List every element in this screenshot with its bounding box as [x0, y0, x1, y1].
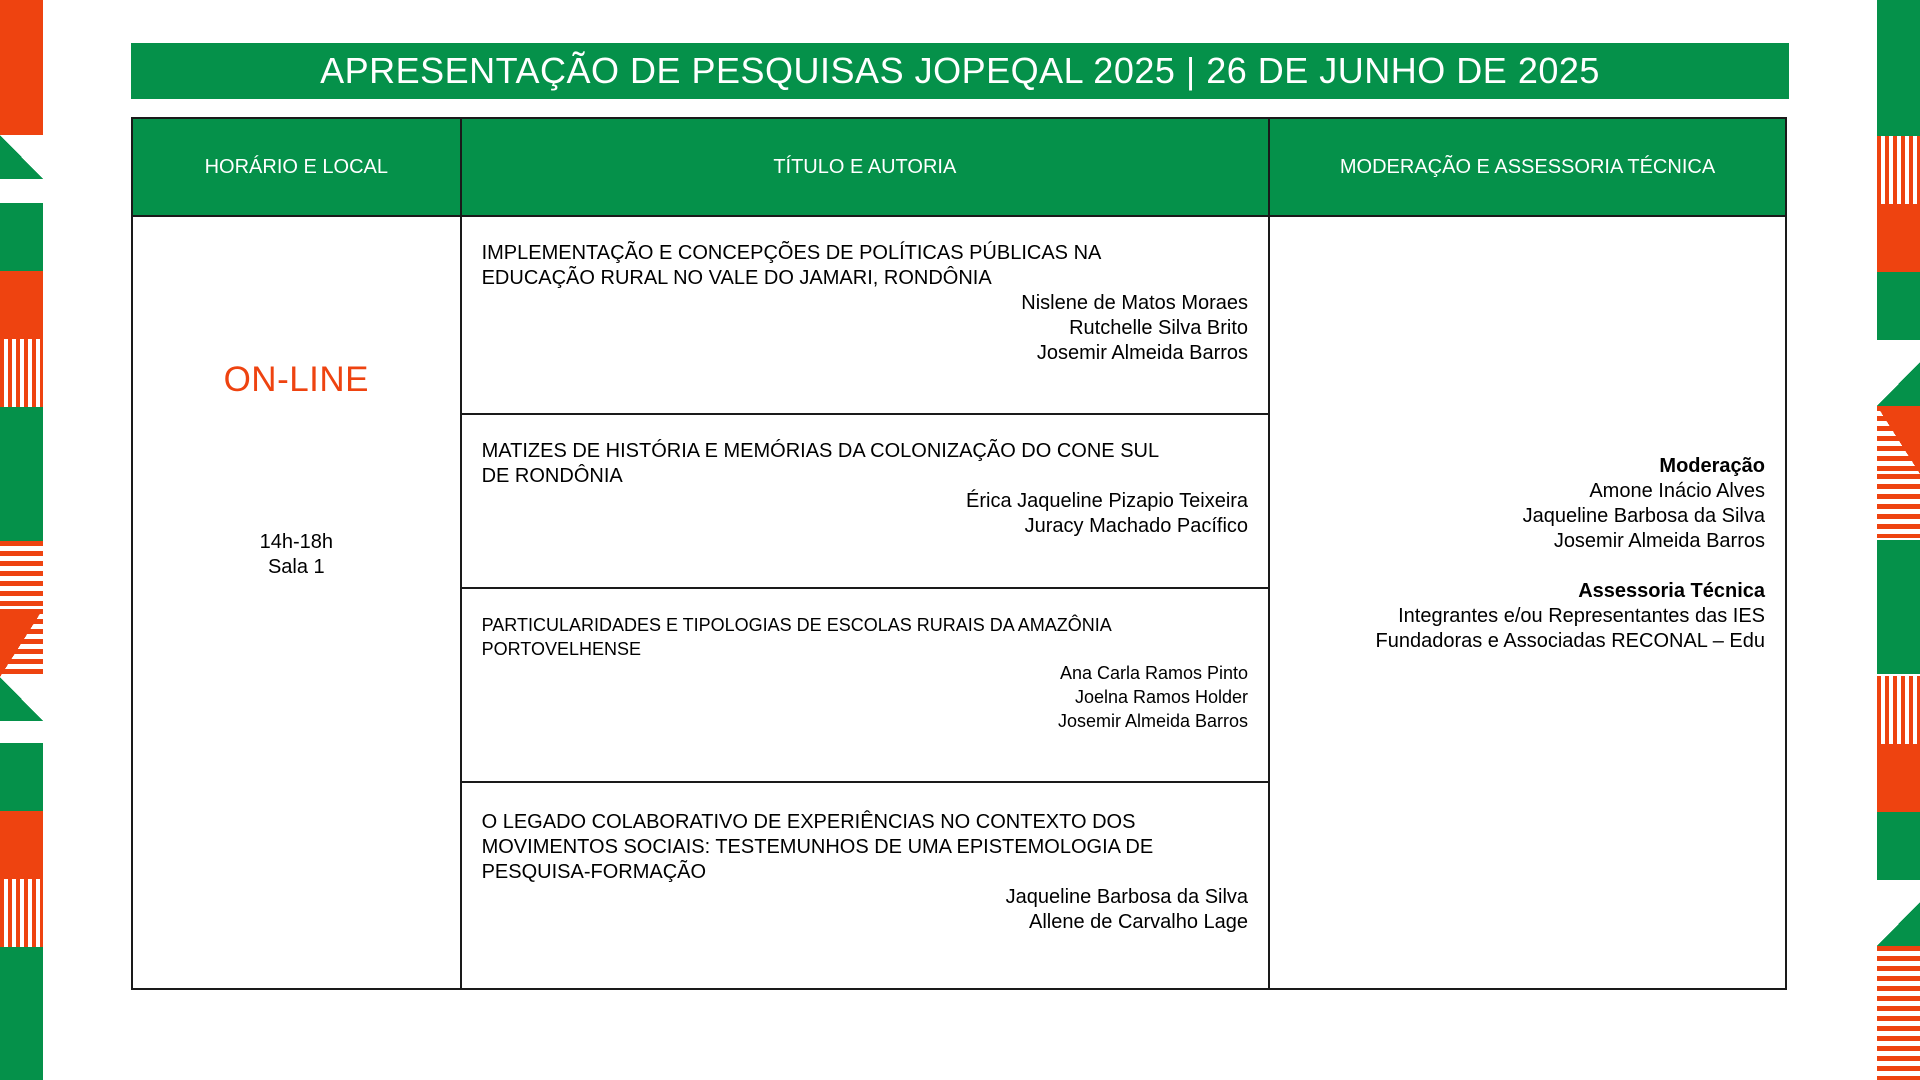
table-row [132, 216, 1786, 414]
session-mode: ON-LINE [223, 360, 370, 399]
technical-line: Fundadoras e Associadas RECONAL – Edu [1375, 630, 1765, 652]
header-title-authors: TÍTULO E AUTORIA [461, 118, 1269, 216]
work-cell-4 [461, 782, 1269, 989]
decor-tile [0, 609, 43, 677]
decor-tile [1877, 676, 1920, 744]
decor-tile [1877, 540, 1920, 674]
decor-tile [1877, 68, 1920, 136]
moderator-name: Josemir Almeida Barros [1553, 530, 1765, 552]
decor-tile [1877, 0, 1920, 68]
session-room: Sala 1 [267, 556, 325, 578]
work-title-line: EDUCAÇÃO RURAL NO VALE DO JAMARI, RONDÔNIA [481, 267, 992, 289]
schedule-table [131, 117, 1787, 990]
author-name: Érica Jaqueline Pizapio Teixeira [966, 490, 1249, 512]
decor-tile [0, 339, 43, 407]
moderation-heading: Moderação [1659, 455, 1765, 477]
technical-line: Integrantes e/ou Representantes das IES [1398, 605, 1765, 627]
work-title-line: O LEGADO COLABORATIVO DE EXPERIÊNCIAS NO CONTEXTO DOS [481, 811, 1136, 833]
work-cell-1 [461, 216, 1269, 414]
decor-tile [1877, 474, 1920, 538]
work-title-line: MATIZES DE HISTÓRIA E MEMÓRIAS DA COLONIZAÇÃO DO CONE SUL [481, 440, 1160, 462]
decor-tile [0, 0, 43, 135]
decor-tile [0, 135, 43, 179]
decor-tile [0, 811, 43, 879]
time-location-cell [132, 216, 461, 989]
page-title-banner [131, 43, 1789, 99]
author-name: Nislene de Matos Moraes [1021, 292, 1249, 314]
work-title-line: DE RONDÔNIA [481, 465, 623, 487]
work-authors [482, 489, 1248, 539]
decor-tile [0, 203, 43, 271]
decor-tile [0, 947, 43, 1080]
work-title-line: PORTOVELHENSE [481, 639, 641, 659]
table-header-row [132, 118, 1786, 216]
author-name: Allene de Carvalho Lage [1029, 911, 1249, 933]
decor-tile [1877, 272, 1920, 340]
author-name: Juracy Machado Pacífico [1024, 515, 1249, 537]
author-name: Jaqueline Barbosa da Silva [1005, 886, 1249, 908]
decor-tile [0, 743, 43, 811]
decor-tile [1877, 204, 1920, 272]
header-moderation: MODERAÇÃO E ASSESSORIA TÉCNICA [1269, 118, 1786, 216]
decor-tile [1877, 812, 1920, 880]
work-title [482, 439, 1248, 489]
decor-tile [1877, 136, 1920, 204]
session-time: 14h-18h [259, 531, 333, 553]
author-name: Joelna Ramos Holder [1074, 687, 1249, 707]
author-name: Josemir Almeida Barros [1057, 711, 1249, 731]
work-title-line: PARTICULARIDADES E TIPOLOGIAS DE ESCOLAS RURAIS DA AMAZÔNIA [481, 615, 1112, 635]
work-title-line: PESQUISA-FORMAÇÃO [481, 861, 707, 883]
session-time-room [133, 530, 460, 580]
decor-tile [1877, 362, 1920, 406]
work-title [482, 810, 1248, 885]
work-title [482, 241, 1248, 291]
decor-tile [0, 677, 43, 721]
work-cell-2 [461, 414, 1269, 588]
work-title-line: IMPLEMENTAÇÃO E CONCEPÇÕES DE POLÍTICAS PÚBLICAS NA [481, 242, 1102, 264]
decor-tile [1877, 946, 1920, 1080]
decor-tile [1877, 744, 1920, 812]
work-authors [482, 885, 1248, 935]
moderation-block [1376, 454, 1765, 654]
technical-heading: Assessoria Técnica [1578, 580, 1765, 602]
work-title [482, 613, 1248, 661]
header-time-location: HORÁRIO E LOCAL [132, 118, 461, 216]
decor-tile [1877, 902, 1920, 946]
work-title-line: MOVIMENTOS SOCIAIS: TESTEMUNHOS DE UMA EPISTEMOLOGIA DE [481, 836, 1154, 858]
moderator-name: Amone Inácio Alves [1589, 480, 1765, 502]
left-decorative-border [0, 0, 43, 1080]
decor-tile [0, 541, 43, 609]
moderation-cell [1269, 216, 1786, 989]
right-decorative-border [1877, 0, 1920, 1080]
work-authors [482, 291, 1248, 366]
work-authors [482, 661, 1248, 733]
author-name: Josemir Almeida Barros [1036, 342, 1249, 364]
moderator-name: Jaqueline Barbosa da Silva [1522, 505, 1765, 527]
work-cell-3 [461, 588, 1269, 782]
decor-tile [0, 879, 43, 947]
author-name: Rutchelle Silva Brito [1069, 317, 1249, 339]
page-title: APRESENTAÇÃO DE PESQUISAS JOPEQAL 2025 | 26 DE JUNHO DE 2025 [320, 50, 1600, 91]
decor-tile [1877, 406, 1920, 474]
decor-tile [0, 407, 43, 541]
spacer [1376, 554, 1765, 579]
author-name: Ana Carla Ramos Pinto [1059, 663, 1249, 683]
decor-tile [0, 271, 43, 339]
